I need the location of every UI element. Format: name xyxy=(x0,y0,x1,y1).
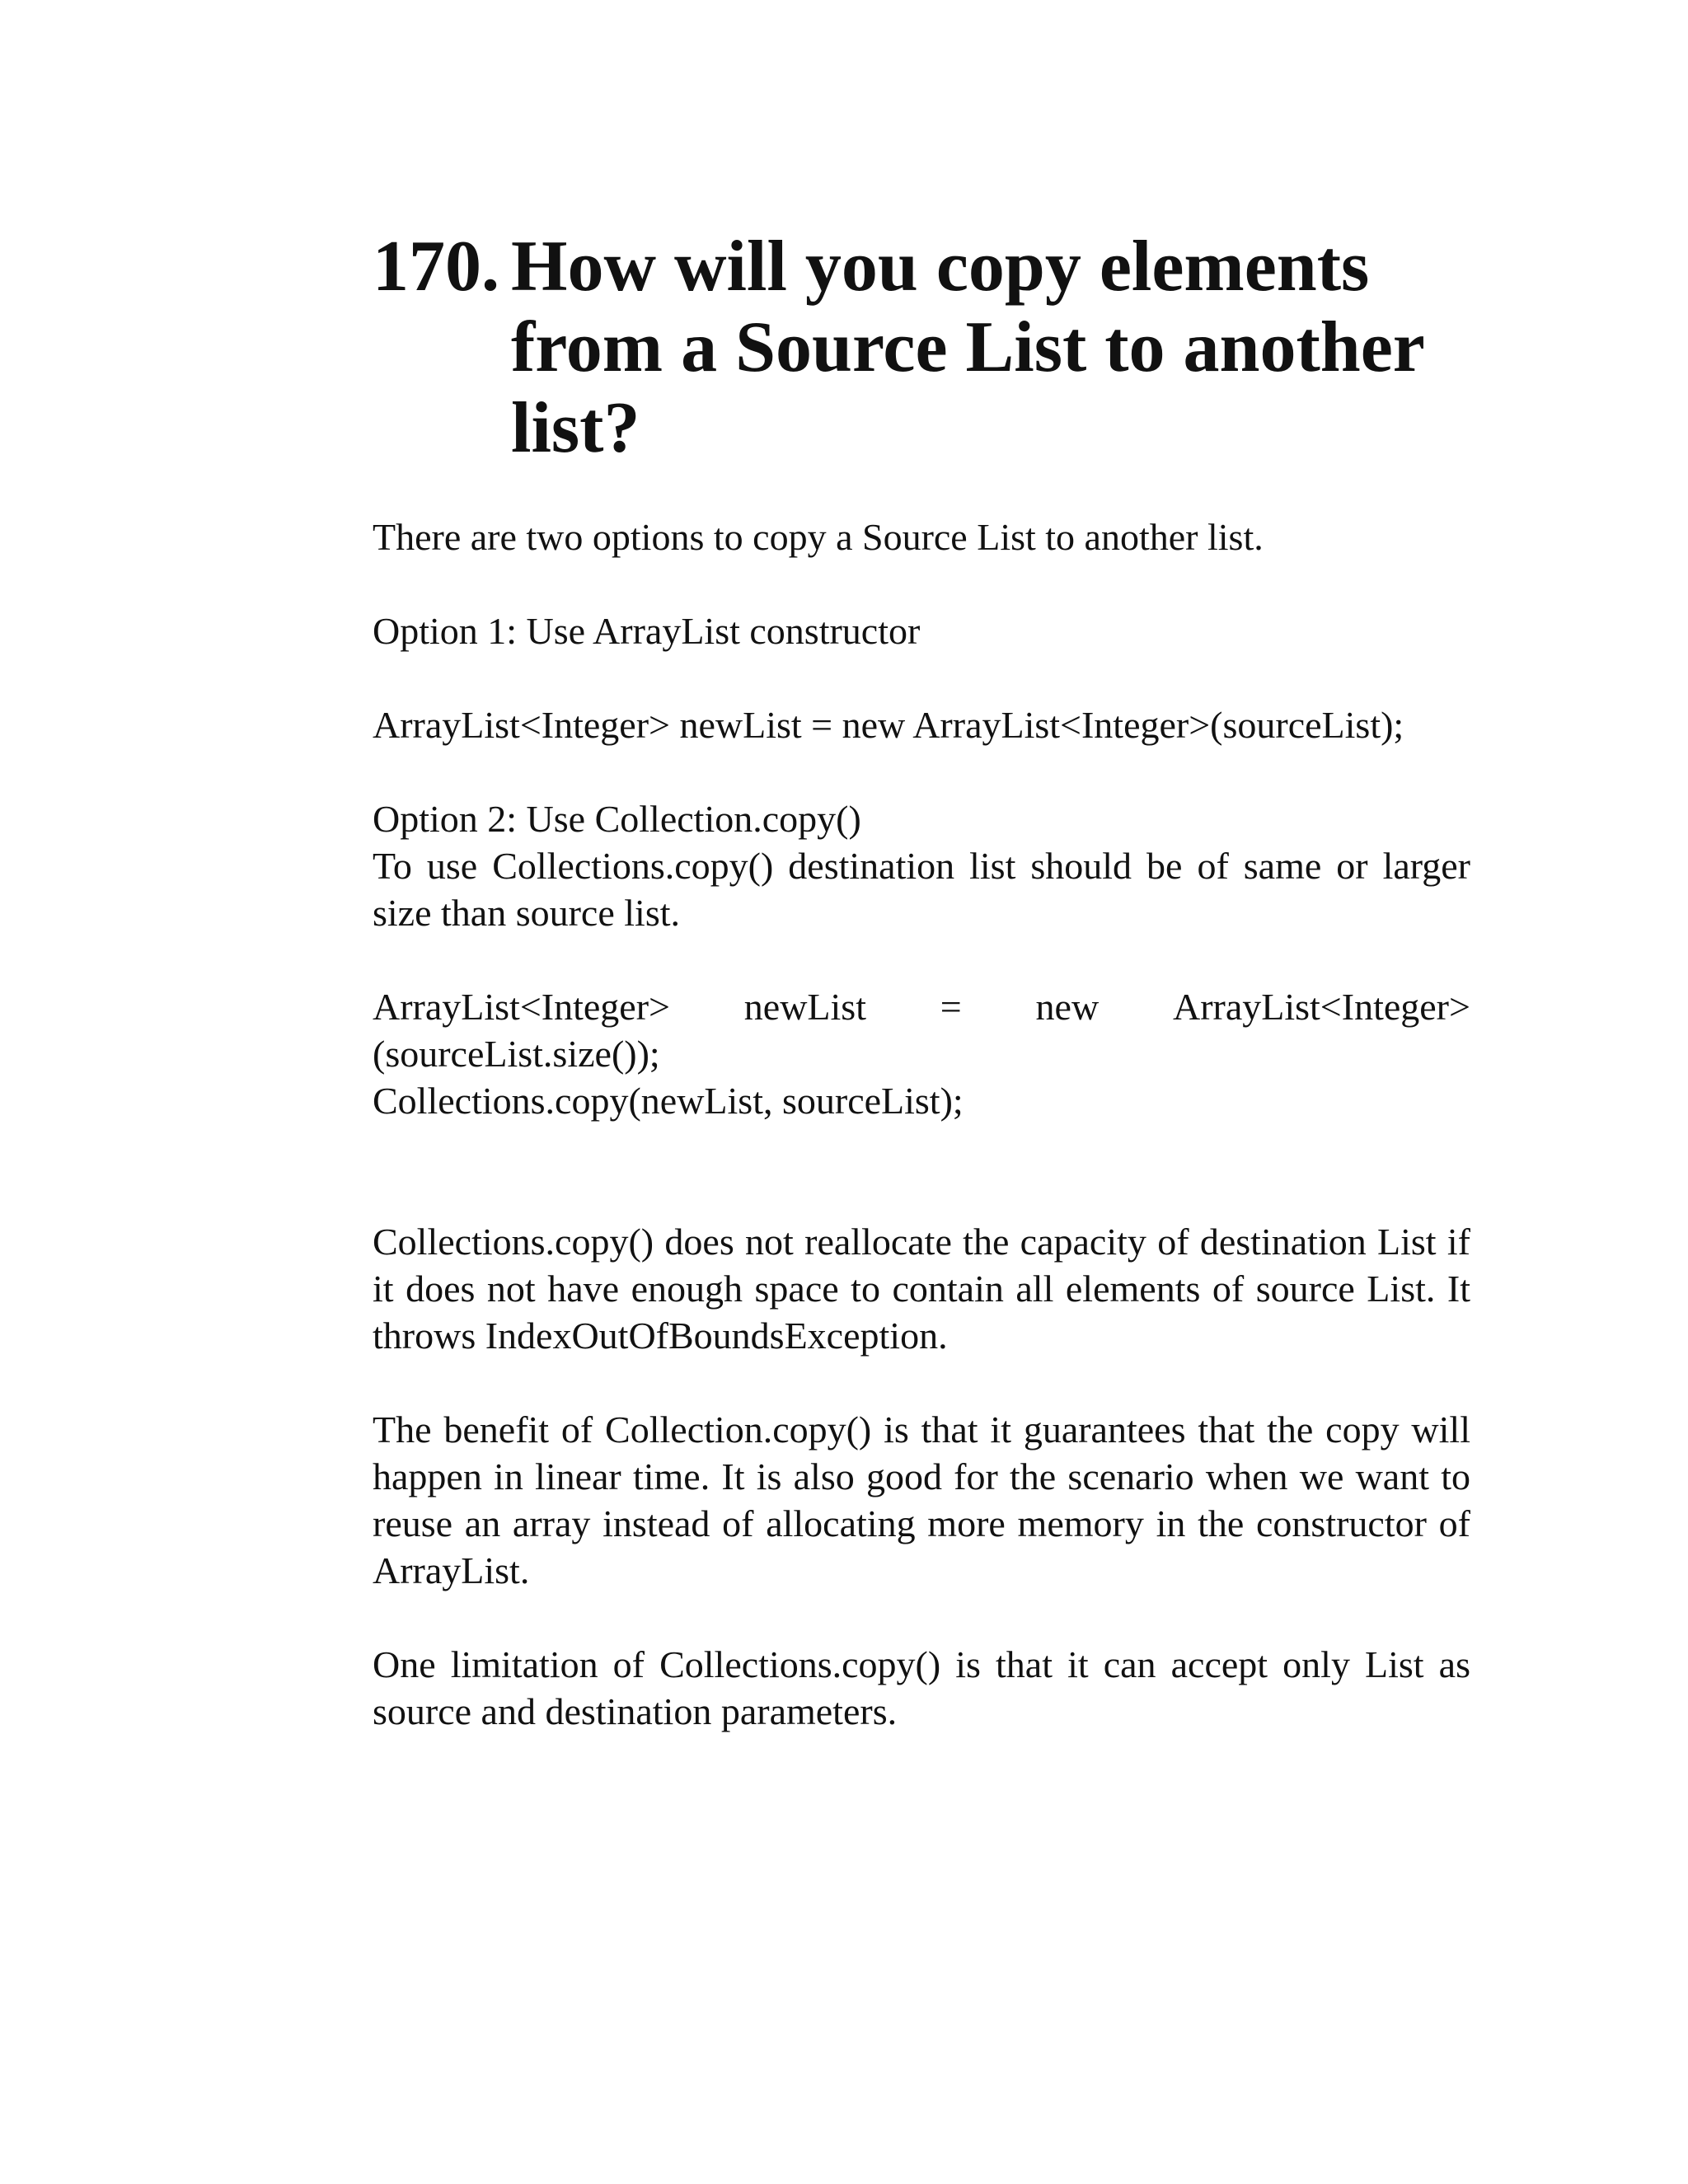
question-number: 170. xyxy=(373,227,499,307)
question-heading xyxy=(373,227,1470,469)
code-token: newList xyxy=(743,986,866,1028)
code-token: ArrayList<Integer> xyxy=(373,986,670,1028)
body-paragraph: One limitation of Collections.copy() is that it can accept only List as source and destination parameters. xyxy=(373,1643,1470,1732)
option2-code-line1 xyxy=(373,983,1470,1030)
body-paragraph: Collections.copy() does not reallocate the capacity of destination List if it does not have enough space to contain all elements of source List. It throws IndexOutOfBoundsException. xyxy=(373,1221,1470,1357)
option2-note: To use Collections.copy() destination list should be of same or larger size than source list. xyxy=(373,845,1470,934)
code-token: ArrayList<Integer> xyxy=(1172,986,1470,1028)
question-title: How will you copy elements from a Source List to another list? xyxy=(511,227,1424,468)
option1-label: Option 1: Use ArrayList constructor xyxy=(373,610,921,652)
code-token: new xyxy=(1035,986,1100,1028)
option1-code: ArrayList<Integer> newList = new ArrayList<Integer>(sourceList); xyxy=(373,704,1404,746)
option2-code-line2: (sourceList.size()); xyxy=(373,1033,660,1075)
code-token: = xyxy=(940,986,962,1028)
intro-paragraph: There are two options to copy a Source List to another list. xyxy=(373,516,1264,558)
document-page xyxy=(373,227,1470,1735)
option2-code-line3: Collections.copy(newList, sourceList); xyxy=(373,1080,964,1122)
body-paragraph: The benefit of Collection.copy() is that it guarantees that the copy will happen in linear time. It is also good for the scenario when we want to reuse an array instead of allocating more memory in the constructor of ArrayList. xyxy=(373,1408,1470,1591)
option2-label: Option 2: Use Collection.copy() xyxy=(373,798,861,840)
